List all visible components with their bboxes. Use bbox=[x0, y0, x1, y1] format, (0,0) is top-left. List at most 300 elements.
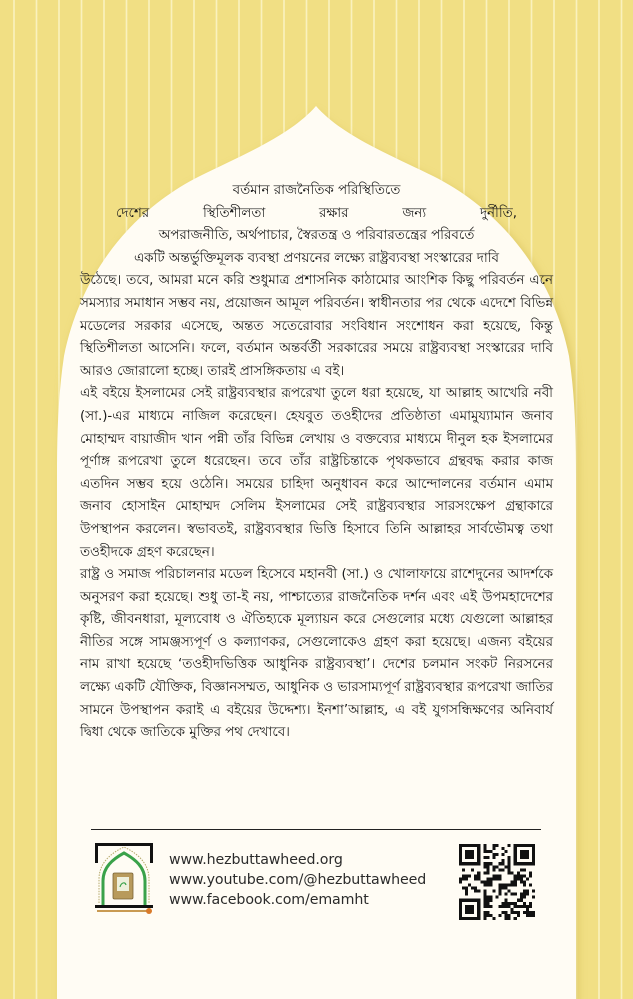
qr-module bbox=[486, 905, 489, 908]
qr-module bbox=[465, 877, 468, 880]
qr-module bbox=[492, 844, 495, 847]
qr-module bbox=[508, 902, 511, 905]
qr-module bbox=[459, 847, 462, 850]
qr-module bbox=[511, 871, 514, 874]
qr-module bbox=[480, 880, 483, 883]
qr-module bbox=[477, 917, 480, 920]
qr-module bbox=[483, 905, 486, 908]
qr-module bbox=[483, 911, 486, 914]
qr-module bbox=[474, 844, 477, 847]
qr-module bbox=[502, 853, 505, 856]
qr-module bbox=[477, 911, 480, 914]
qr-module bbox=[520, 874, 523, 877]
qr-module bbox=[486, 868, 489, 871]
intro-line: দেশের স্থিতিশীলতা রক্ষার জন্য দুর্নীতি, bbox=[116, 205, 517, 221]
qr-module bbox=[465, 853, 468, 856]
qr-module bbox=[462, 844, 465, 847]
qr-module bbox=[529, 914, 532, 917]
qr-module bbox=[517, 911, 520, 914]
qr-module bbox=[477, 847, 480, 850]
qr-module bbox=[468, 899, 471, 902]
qr-module bbox=[483, 871, 486, 874]
qr-module bbox=[483, 850, 486, 853]
qr-module bbox=[459, 862, 462, 865]
qr-module bbox=[459, 908, 462, 911]
qr-module bbox=[526, 856, 529, 859]
qr-module bbox=[492, 856, 495, 859]
qr-module bbox=[511, 884, 514, 887]
qr-module bbox=[499, 862, 502, 865]
qr-module bbox=[477, 908, 480, 911]
qr-module bbox=[492, 917, 495, 920]
qr-module bbox=[468, 884, 471, 887]
qr-module bbox=[477, 890, 480, 893]
qr-module bbox=[486, 896, 489, 899]
qr-module bbox=[523, 902, 526, 905]
qr-module bbox=[468, 862, 471, 865]
qr-module bbox=[526, 853, 529, 856]
qr-module bbox=[502, 902, 505, 905]
qr-module bbox=[483, 899, 486, 902]
qr-module bbox=[520, 905, 523, 908]
qr-module bbox=[532, 862, 535, 865]
qr-module bbox=[477, 844, 480, 847]
qr-module bbox=[505, 902, 508, 905]
qr-module bbox=[471, 905, 474, 908]
qr-module bbox=[459, 914, 462, 917]
qr-module bbox=[514, 884, 517, 887]
qr-module bbox=[514, 862, 517, 865]
qr-module bbox=[495, 874, 498, 877]
qr-module bbox=[477, 871, 480, 874]
qr-module bbox=[465, 908, 468, 911]
qr-module bbox=[459, 917, 462, 920]
qr-module bbox=[486, 880, 489, 883]
qr-module bbox=[465, 874, 468, 877]
qr-module bbox=[505, 914, 508, 917]
qr-module bbox=[523, 850, 526, 853]
qr-module bbox=[523, 862, 526, 865]
website-link[interactable]: www.hezbuttawheed.org bbox=[169, 852, 343, 868]
qr-module bbox=[499, 890, 502, 893]
qr-module bbox=[523, 884, 526, 887]
qr-module bbox=[483, 890, 486, 893]
qr-module bbox=[499, 887, 502, 890]
qr-module bbox=[502, 887, 505, 890]
qr-module bbox=[483, 844, 486, 847]
qr-module bbox=[520, 896, 523, 899]
qr-module bbox=[489, 862, 492, 865]
qr-module bbox=[505, 917, 508, 920]
qr-module bbox=[514, 853, 517, 856]
qr-module bbox=[462, 874, 465, 877]
qr-module bbox=[505, 887, 508, 890]
qr-module bbox=[486, 902, 489, 905]
qr-module bbox=[486, 877, 489, 880]
qr-module bbox=[471, 899, 474, 902]
qr-module bbox=[465, 899, 468, 902]
qr-module bbox=[471, 850, 474, 853]
qr-module bbox=[502, 884, 505, 887]
qr-module bbox=[465, 917, 468, 920]
qr-module bbox=[492, 853, 495, 856]
qr-module bbox=[517, 905, 520, 908]
qr-module bbox=[471, 908, 474, 911]
qr-module bbox=[468, 908, 471, 911]
qr-module bbox=[514, 902, 517, 905]
qr-module bbox=[514, 905, 517, 908]
qr-module bbox=[508, 884, 511, 887]
qr-module bbox=[459, 844, 462, 847]
qr-module bbox=[520, 850, 523, 853]
qr-module bbox=[532, 890, 535, 893]
qr-module bbox=[502, 905, 505, 908]
qr-module bbox=[529, 862, 532, 865]
qr-module bbox=[520, 877, 523, 880]
qr-module bbox=[477, 899, 480, 902]
qr-module bbox=[483, 893, 486, 896]
qr-module bbox=[508, 862, 511, 865]
qr-module bbox=[459, 905, 462, 908]
qr-module bbox=[532, 859, 535, 862]
qr-module bbox=[495, 865, 498, 868]
qr-module bbox=[465, 887, 468, 890]
qr-module bbox=[471, 917, 474, 920]
qr-module bbox=[471, 844, 474, 847]
qr-module bbox=[526, 905, 529, 908]
qr-module bbox=[465, 844, 468, 847]
qr-module bbox=[523, 896, 526, 899]
qr-module bbox=[511, 880, 514, 883]
qr-module bbox=[514, 844, 517, 847]
qr-module bbox=[520, 862, 523, 865]
qr-module bbox=[532, 914, 535, 917]
qr-module bbox=[489, 905, 492, 908]
qr-module bbox=[499, 874, 502, 877]
qr-module bbox=[465, 905, 468, 908]
qr-module bbox=[465, 850, 468, 853]
qr-module bbox=[483, 914, 486, 917]
qr-module bbox=[495, 853, 498, 856]
qr-module bbox=[468, 850, 471, 853]
qr-module bbox=[499, 868, 502, 871]
qr-module bbox=[502, 862, 505, 865]
qr-module bbox=[523, 905, 526, 908]
qr-module bbox=[468, 853, 471, 856]
qr-module bbox=[526, 911, 529, 914]
qr-module bbox=[462, 899, 465, 902]
qr-module bbox=[477, 914, 480, 917]
qr-module bbox=[471, 911, 474, 914]
qr-module bbox=[477, 905, 480, 908]
qr-module bbox=[489, 877, 492, 880]
qr-module bbox=[477, 859, 480, 862]
qr-module bbox=[465, 856, 468, 859]
qr-module bbox=[532, 896, 535, 899]
qr-module bbox=[459, 902, 462, 905]
qr-module bbox=[474, 862, 477, 865]
qr-module bbox=[514, 877, 517, 880]
qr-module bbox=[489, 914, 492, 917]
qr-module bbox=[514, 856, 517, 859]
qr-module bbox=[459, 877, 462, 880]
qr-module bbox=[465, 890, 468, 893]
qr-module bbox=[468, 874, 471, 877]
qr-module bbox=[523, 893, 526, 896]
qr-module bbox=[514, 880, 517, 883]
qr-module bbox=[514, 847, 517, 850]
paragraph: উঠেছে। তবে, আমরা মনে করি শুধুমাত্র প্রশাসনিক কাঠামোর আংশিক কিছু পরিবর্তন এনে সমস্যার সমাধান সম্ভব নয়, প্রয়োজন আমূল পরিবর্তন। স্বাধীনতার পর থেকে এদেশে বিভিন্ন মডেলের সরকার এসেছে, অন্তত সতেরোবার সংবিধান সংশোধন করা হয়েছে, কিন্তু স্থিতিশীলতা আসেনি। ফলে, বর্তমান অন্তর্বর্তী সরকারের সময়ে রাষ্ট্রব্যবস্থা সংস্কারের দাবি আরও জোরালো হচ্ছে। তারই প্রাসঙ্গিকতায় এ বই। bbox=[80, 273, 553, 379]
qr-module bbox=[483, 884, 486, 887]
qr-module bbox=[462, 887, 465, 890]
qr-module bbox=[532, 911, 535, 914]
qr-module bbox=[492, 847, 495, 850]
qr-module bbox=[477, 862, 480, 865]
qr-module bbox=[499, 884, 502, 887]
qr-module bbox=[486, 911, 489, 914]
intro-line: একটি অন্তর্ভুক্তিমূলক ব্যবস্থা প্রণয়নের লক্ষ্যে রাষ্ট্রব্যবস্থা সংস্কারের দাবি bbox=[133, 250, 500, 266]
qr-module bbox=[492, 890, 495, 893]
qr-module bbox=[517, 862, 520, 865]
qr-module bbox=[489, 850, 492, 853]
qr-module bbox=[532, 856, 535, 859]
qr-module bbox=[526, 914, 529, 917]
qr-module bbox=[489, 884, 492, 887]
qr-module bbox=[511, 902, 514, 905]
qr-module bbox=[499, 893, 502, 896]
qr-module bbox=[495, 896, 498, 899]
qr-module bbox=[523, 868, 526, 871]
qr-module bbox=[486, 865, 489, 868]
qr-module bbox=[526, 877, 529, 880]
qr-module bbox=[459, 859, 462, 862]
qr-module bbox=[532, 844, 535, 847]
qr-module bbox=[505, 865, 508, 868]
paragraph: রাষ্ট্র ও সমাজ পরিচালনার মডেল হিসেবে মহানবী (সা.) ও খোলাফায়ে রাশেদুনের আদর্শকে অনুসরণ করা হয়েছে। শুধু তা-ই নয়, পাশ্চাত্যের রাজনৈতিক দর্শন এবং এই উপমহাদেশের কৃষ্টি, জীবনধারা, মূল্যবোধ ও ঐতিহ্যকে মূল্যায়ন করে সেগুলোর মধ্যে যেগুলো আল্লাহর নীতির সঙ্গে সামঞ্জস্যপূর্ণ ও কল্যাণকর, সেগুলোকেও গ্রহণ করা হয়েছে। এজন্য বইয়ের নাম রাখা হয়েছে ‘তওহীদভিত্তিক আধুনিক রাষ্ট্রব্যবস্থা’। দেশের চলমান সংকট নিরসনের লক্ষ্যে একটি যৌক্তিক, বিজ্ঞানসম্মত, আধুনিক ও ভারসাম্যপূর্ণ রাষ্ট্রব্যবস্থার রূপরেখা জাতির সামনে উপস্থাপন করাই এ বইয়ের উদ্দেশ্য। ইনশা’আল্লাহ, এ বই যুগসন্ধিক্ষণের অনিবার্য দ্বিধা থেকে জাতিকে মুক্তির পথ দেখাবে। bbox=[80, 567, 553, 741]
qr-module bbox=[468, 917, 471, 920]
qr-module bbox=[505, 905, 508, 908]
qr-module bbox=[459, 899, 462, 902]
qr-module bbox=[508, 868, 511, 871]
qr-module bbox=[471, 862, 474, 865]
qr-module bbox=[517, 874, 520, 877]
qr-module bbox=[520, 856, 523, 859]
qr-module bbox=[520, 899, 523, 902]
qr-module bbox=[492, 874, 495, 877]
qr-module bbox=[529, 874, 532, 877]
qr-module bbox=[483, 856, 486, 859]
qr-module bbox=[523, 856, 526, 859]
qr-module bbox=[474, 890, 477, 893]
qr-module bbox=[523, 911, 526, 914]
qr-module bbox=[511, 908, 514, 911]
qr-module bbox=[459, 880, 462, 883]
qr-module bbox=[477, 850, 480, 853]
qr-module bbox=[474, 917, 477, 920]
qr-module bbox=[529, 902, 532, 905]
qr-module bbox=[514, 859, 517, 862]
qr-module bbox=[459, 856, 462, 859]
qr-module bbox=[505, 893, 508, 896]
qr-module bbox=[471, 868, 474, 871]
youtube-link[interactable]: www.youtube.com/@hezbuttawheed bbox=[169, 872, 427, 888]
qr-module bbox=[508, 844, 511, 847]
paragraph: এই বইয়ে ইসলামের সেই রাষ্ট্রব্যবস্থার রূপরেখা তুলে ধরা হয়েছে, যা আল্লাহ আখেরি নবী (সা.)-এর মাধ্যমে নাজিল করেছেন। হেযবুত তওহীদের প্রতিষ্ঠাতা এমামুয্যামান জনাব মোহাম্মদ বায়াজীদ খান পন্নী তাঁর বিভিন্ন লেখায় ও বক্তব্যের মাধ্যমে দীনুল হক ইসলামের পূর্ণাঙ্গ রূপরেখা তুলে ধরেছেন। তবে তাঁর রাষ্ট্রচিন্তাকে পৃথকভাবে গ্রন্থবদ্ধ করার কাজ এতদিন সম্ভব হয়ে ওঠেনি। সময়ের চাহিদা অনুধাবন করে আন্দোলনের বর্তমান এমাম জনাব হোসাইন মোহাম্মদ সেলিম ইসলামের সেই রাষ্ট্রব্যবস্থার সারসংক্ষেপ গ্রন্থাকারে উপস্থাপন করলেন। স্বভাবতই, রাষ্ট্রব্যবস্থার ভিত্তি হিসাবে তিনি আল্লাহর সার্বভৌমত্ব তথা তওহীদকে গ্রহণ করেছেন। bbox=[80, 386, 553, 560]
qr-module bbox=[474, 877, 477, 880]
qr-module bbox=[499, 905, 502, 908]
qr-module bbox=[486, 856, 489, 859]
website-links bbox=[169, 850, 426, 910]
qr-module bbox=[459, 853, 462, 856]
qr-module bbox=[529, 911, 532, 914]
qr-module bbox=[483, 847, 486, 850]
qr-module bbox=[489, 880, 492, 883]
qr-module bbox=[508, 859, 511, 862]
qr-module bbox=[489, 899, 492, 902]
facebook-link[interactable]: www.facebook.com/emamht bbox=[169, 892, 369, 908]
qr-module bbox=[517, 914, 520, 917]
qr-module bbox=[495, 844, 498, 847]
qr-module bbox=[520, 880, 523, 883]
qr-module bbox=[477, 874, 480, 877]
qr-module bbox=[532, 853, 535, 856]
qr-module bbox=[517, 899, 520, 902]
qr-module bbox=[529, 871, 532, 874]
qr-module bbox=[517, 877, 520, 880]
qr-module bbox=[511, 893, 514, 896]
qr-module bbox=[523, 853, 526, 856]
qr-module bbox=[520, 844, 523, 847]
qr-module bbox=[474, 874, 477, 877]
intro-line: অপরাজনীতি, অর্থপাচার, স্বৈরতন্ত্র ও পরিবারতন্ত্রের পরিবর্তে bbox=[158, 228, 475, 244]
qr-module bbox=[508, 905, 511, 908]
qr-code-icon[interactable] bbox=[459, 844, 535, 920]
intro-block bbox=[80, 180, 553, 270]
qr-module bbox=[505, 899, 508, 902]
qr-module bbox=[532, 847, 535, 850]
qr-module bbox=[526, 893, 529, 896]
qr-module bbox=[505, 884, 508, 887]
qr-module bbox=[468, 911, 471, 914]
qr-module bbox=[514, 917, 517, 920]
qr-module bbox=[462, 917, 465, 920]
qr-module bbox=[520, 868, 523, 871]
qr-module bbox=[502, 868, 505, 871]
qr-module bbox=[471, 853, 474, 856]
qr-module bbox=[517, 844, 520, 847]
qr-module bbox=[468, 856, 471, 859]
qr-module bbox=[526, 844, 529, 847]
qr-module bbox=[477, 902, 480, 905]
qr-module bbox=[529, 905, 532, 908]
qr-module bbox=[486, 899, 489, 902]
qr-module bbox=[495, 877, 498, 880]
qr-module bbox=[529, 884, 532, 887]
qr-module bbox=[511, 911, 514, 914]
qr-module bbox=[492, 868, 495, 871]
qr-module bbox=[526, 908, 529, 911]
qr-module bbox=[459, 850, 462, 853]
qr-module bbox=[477, 856, 480, 859]
qr-module bbox=[483, 896, 486, 899]
qr-module bbox=[462, 868, 465, 871]
qr-module bbox=[465, 862, 468, 865]
qr-module bbox=[523, 880, 526, 883]
qr-module bbox=[474, 887, 477, 890]
qr-module bbox=[523, 890, 526, 893]
qr-module bbox=[529, 844, 532, 847]
qr-module bbox=[505, 850, 508, 853]
qr-module bbox=[502, 847, 505, 850]
qr-module bbox=[492, 877, 495, 880]
qr-module bbox=[468, 905, 471, 908]
qr-module bbox=[514, 850, 517, 853]
qr-module bbox=[483, 902, 486, 905]
qr-module bbox=[471, 887, 474, 890]
qr-module bbox=[514, 893, 517, 896]
qr-module bbox=[526, 862, 529, 865]
qr-module bbox=[483, 865, 486, 868]
qr-module bbox=[508, 856, 511, 859]
qr-module bbox=[502, 859, 505, 862]
qr-module bbox=[486, 884, 489, 887]
qr-module bbox=[462, 862, 465, 865]
qr-module bbox=[505, 911, 508, 914]
qr-module bbox=[477, 877, 480, 880]
qr-module bbox=[474, 899, 477, 902]
qr-module bbox=[508, 865, 511, 868]
qr-module bbox=[462, 877, 465, 880]
qr-module bbox=[499, 914, 502, 917]
qr-module bbox=[465, 911, 468, 914]
description-text bbox=[80, 180, 553, 745]
qr-module bbox=[468, 844, 471, 847]
qr-module bbox=[483, 917, 486, 920]
qr-module bbox=[514, 911, 517, 914]
qr-module bbox=[502, 911, 505, 914]
qr-module bbox=[532, 850, 535, 853]
qr-module bbox=[508, 914, 511, 917]
qr-module bbox=[520, 853, 523, 856]
qr-module bbox=[508, 890, 511, 893]
intro-line: বর্তমান রাজনৈতিক পরিস্থিতিতে bbox=[232, 183, 401, 198]
qr-module bbox=[508, 871, 511, 874]
qr-module bbox=[508, 917, 511, 920]
qr-module bbox=[483, 862, 486, 865]
qr-module bbox=[520, 893, 523, 896]
qr-module bbox=[526, 850, 529, 853]
hezbut-tawheed-logo-icon bbox=[95, 843, 153, 917]
qr-module bbox=[489, 896, 492, 899]
qr-module bbox=[526, 890, 529, 893]
qr-module bbox=[492, 865, 495, 868]
qr-module bbox=[486, 871, 489, 874]
qr-module bbox=[486, 914, 489, 917]
qr-module bbox=[523, 874, 526, 877]
qr-module bbox=[514, 874, 517, 877]
qr-module bbox=[499, 877, 502, 880]
qr-module bbox=[471, 856, 474, 859]
qr-module bbox=[465, 893, 468, 896]
footer-divider bbox=[91, 829, 541, 830]
qr-module bbox=[517, 871, 520, 874]
qr-module bbox=[459, 911, 462, 914]
qr-module bbox=[483, 880, 486, 883]
qr-module bbox=[477, 853, 480, 856]
qr-module bbox=[486, 850, 489, 853]
qr-module bbox=[523, 844, 526, 847]
qr-module bbox=[486, 862, 489, 865]
